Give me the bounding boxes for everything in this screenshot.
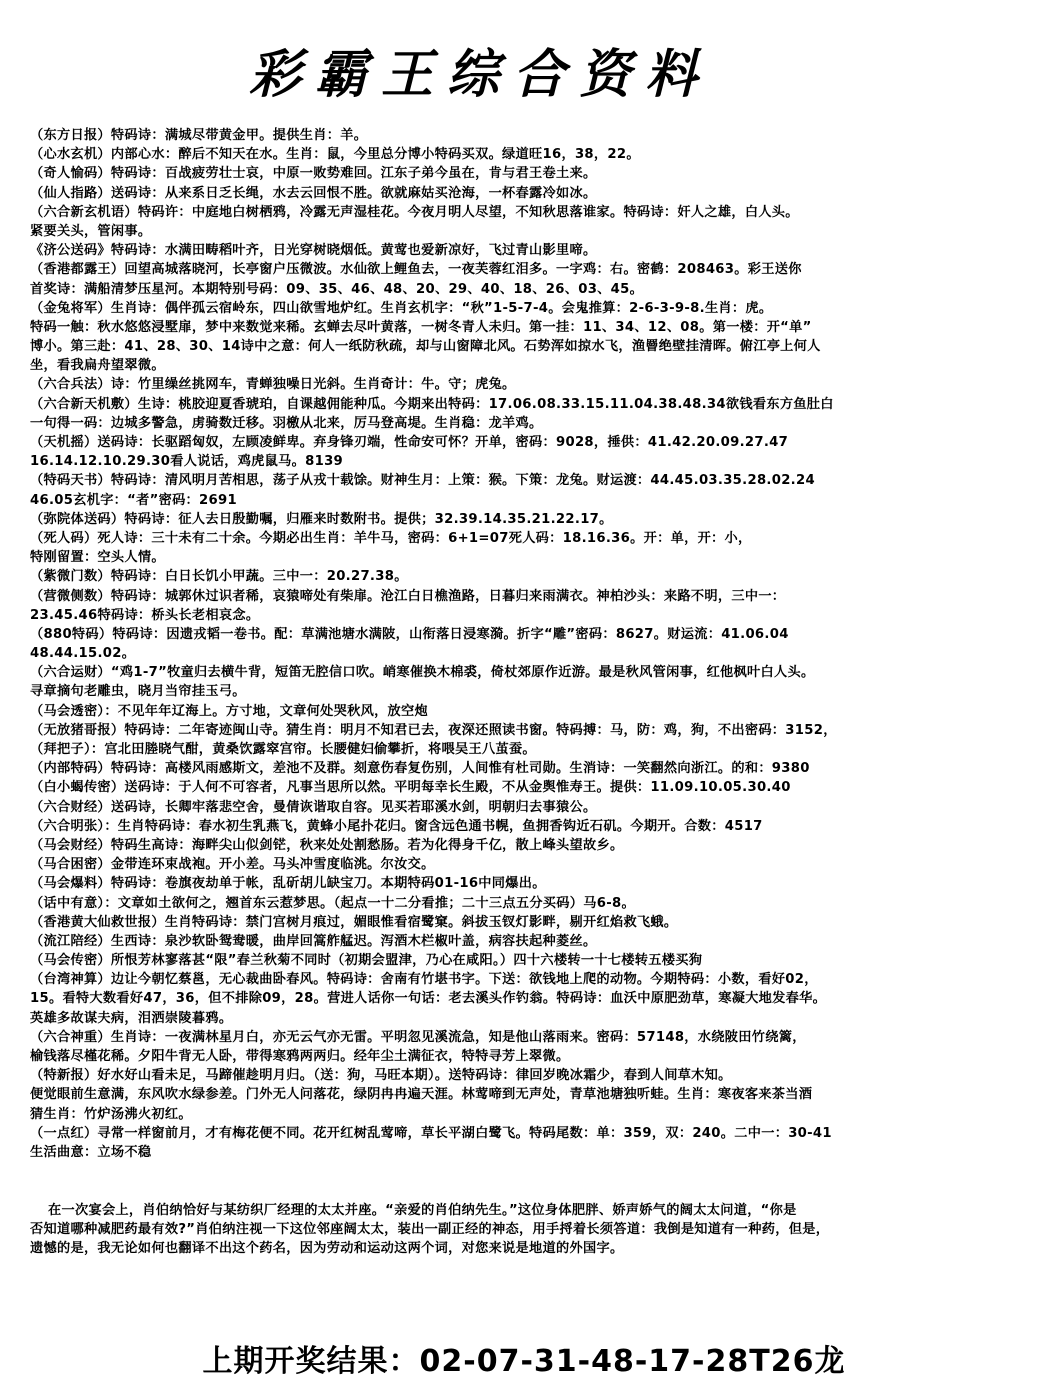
text-line: 猜生肖：竹炉汤沸火初红。 bbox=[30, 1106, 192, 1122]
text-line: （奇人愉码）特码诗：百战疲劳壮士哀，中原一败势难回。江东子弟今虽在，肯与君王卷土来。 bbox=[30, 166, 597, 182]
text-line: 特码一触：秋水悠悠浸墅扉，梦中来数觉来稀。玄蝉去尽叶黄落，一树冬青人未归。第一挂：11、34、12、08。第一楼：开“单” bbox=[30, 319, 812, 335]
text-line: （马会传密）所恨芳林寥落甚“限”春兰秋菊不同时（初期会盟津，乃心在咸阳。）四十六楼转一十七楼转五楼买狗 bbox=[30, 953, 703, 969]
text-line: （马合困密）金带连环束战袍。开小差。马头冲雪度临洮。尔汝交。 bbox=[30, 857, 435, 873]
text-line bbox=[30, 1162, 1046, 1181]
story-line: 遗憾的是，我无论如何也翻译不出这个药名，因为劳动和运动这两个词，对您来说是地道的外国字。 bbox=[30, 1240, 624, 1256]
text-line: （拜把子）：宫北田塍晓气酣，黄桑饮露窣宫帘。长腰健妇偷攀折，将喂吴王八茧蚕。 bbox=[30, 742, 536, 757]
text-line: （死人码）死人诗：三十未有二十余。今期必出生肖：羊牛马，密码：6+1=07死人码：18.16.36。开：单，开：小， bbox=[30, 530, 752, 546]
story-line: 否知道哪种减肥药最有效?”肖伯纳注视一下这位邻座阔太太，装出一副正经的神态，用手捋着长须答道：我倒是知道有一种药，但是， bbox=[30, 1221, 830, 1237]
text-line: 便觉眼前生意满，东风吹水绿参差。门外无人问落花，绿阴冉冉遍天涯。林莺啼到无声处，青草池塘独听蛙。生肖：寒夜客来茶当酒 bbox=[30, 1087, 813, 1103]
text-line: （香港都露王）回望高城落晓河，长亭窗户压微波。水仙欲上鲤鱼去，一夜芙蓉红泪多。一字鸡：右。密鹤：208463。彩王送你 bbox=[30, 262, 802, 278]
text-line: 坐，看我扁舟望翠微。 bbox=[30, 358, 165, 374]
text-line: （香港黄大仙救世报）生肖特码诗：禁门宫树月痕过，媚眼惟看宿鹭窠。斜拔玉钗灯影畔，剔开红焰救飞蛾。 bbox=[30, 914, 678, 930]
last-draw-result: 上期开奖结果：02-07-31-48-17-28T26龙 bbox=[202, 1344, 846, 1379]
text-line: （特码天书）特码诗：清风明月苦相思，荡子从戎十载馀。财神生月：上策：猴。下策：龙兔。财运渡：44.45.03.35.28.02.24 bbox=[30, 473, 815, 489]
text-line bbox=[30, 1181, 1046, 1200]
text-line: （一点红）寻常一样窗前月，才有梅花便不同。花开红树乱莺啼，草长平湖白鹭飞。特码尾数：单：359，双：240。二中一：30-41 bbox=[30, 1125, 832, 1141]
text-line: （马会财经）特码生高诗：海畔尖山似剑铓，秋来处处割愁肠。若为化得身千亿，散上峰头望故乡。 bbox=[30, 837, 624, 853]
text-line: 首奖诗：满船清梦压星河。本期特别号码：09、35、46、48、20、29、40、18、26、03、45。 bbox=[30, 281, 644, 297]
text-line: 紧要关头，管闲事。 bbox=[30, 223, 152, 239]
text-line: （心水玄机）内部心水：醉后不知天在水。生肖：鼠，今里总分博小特码买双。绿道旺16，38，22。 bbox=[30, 147, 640, 163]
text-line: （六合新玄机语）特码许：中庭地白树栖鸦，冷露无声湿桂花。今夜月明人尽望，不知秋思落谁家。特码诗：奸人之雄，白人头。 bbox=[30, 204, 799, 220]
text-line: （仙人指路）送码诗：从来系日乏长绳，水去云回恨不胜。欲就麻姑买沧海，一杯春露冷如冰。 bbox=[30, 185, 597, 201]
text-line: 榆钱落尽槿花稀。夕阳牛背无人卧，带得寒鸦两两归。经年尘土满征衣，特特寻芳上翠微。 bbox=[30, 1049, 570, 1064]
text-line: 46.05玄机字：“者”密码：2691 bbox=[30, 492, 237, 508]
text-line: （紫微门数）特码诗：白日长饥小甲蔬。三中一：20.27.38。 bbox=[30, 569, 408, 585]
text-line: 16.14.12.10.29.30看人说话，鸡虎鼠马。8139 bbox=[30, 454, 344, 470]
text-line: 48.44.15.02。 bbox=[30, 646, 136, 662]
text-line: （无放猪哥报）特码诗：二年寄迹闽山寺。猜生肖：明月不知君已去，夜深还照读书窗。特码搏：马，防：鸡，狗，不出密码：3152， bbox=[30, 722, 837, 738]
text-line: （六合新天机敷）生诗：桃胶迎夏香琥珀，自课越佣能种瓜。今期来出特码：17.06.08.33.15.11.04.38.48.34欲钱看东方鱼肚白 bbox=[30, 396, 834, 412]
text-line: 博小。第三赴：41、28、30、14诗中之意：何人一纸防秋疏，却与山窗障北风。石势浑如掠水飞，渔罾绝壁挂清晖。俯江亭上何人 bbox=[30, 339, 821, 355]
text-line: （话中有意）：文章如土欲何之，翘首东云惹梦思。（起点一十二分看推；二十三点五分买码）马6-8。 bbox=[30, 895, 635, 911]
text-line: （白小蝎传密）送码诗：于人何不可容者，凡事当思所以然。平明每幸长生殿，不从金舆惟寿王。提供：11.09.10.05.30.40 bbox=[30, 780, 791, 796]
story-line: 在一次宴会上，肖伯纳恰好与某纺织厂经理的太太并座。“亲爱的肖伯纳先生。”这位身体肥胖、娇声娇气的阔太太问道，“你是 bbox=[48, 1202, 797, 1218]
article-body bbox=[30, 126, 1046, 1258]
text-line: （台湾神算）边让今朝忆蔡邕，无心裁曲卧春风。特码诗：舍南有竹堪书字。下送：欲钱地上爬的动物。今期特码：小数，看好02， bbox=[30, 972, 818, 988]
text-line: （六合神重）生肖诗：一夜满林星月白，亦无云气亦无雷。平明忽见溪流急，知是他山落雨来。密码：57148，水绕陂田竹绕篱， bbox=[30, 1029, 806, 1045]
text-line: 生活曲意：立场不稳 bbox=[30, 1144, 152, 1160]
text-line: 寻章摘句老雕虫，晓月当帘挂玉弓。 bbox=[30, 684, 246, 700]
text-line: （六合财经）送码诗，长卿牢落悲空舍，曼倩诙谐取自容。见买若耶溪水剑，明朝归去事猿公。 bbox=[30, 799, 597, 815]
text-line: （营微侧数）特码诗：城郭休过识者稀，哀猿啼处有柴扉。沧江白日樵渔路，日暮归来雨满衣。神柏沙头：来路不明，三中一： bbox=[30, 588, 786, 604]
text-line: 《济公送码》特码诗：水满田畴稻叶齐，日光穿树晓烟低。黄莺也爱新凉好，飞过青山影里啼。 bbox=[30, 243, 597, 259]
text-line: （六合运财）“鸡1-7”牧童归去横牛背，短笛无腔信口吹。峭寒催换木棉裘，倚杖郊原作近游。最是秋风管闲事，红他枫叶白人头。 bbox=[30, 665, 815, 681]
text-line: （六合明张）：生肖特码诗：春水初生乳燕飞，黄蜂小尾扑花归。窗含远色通书幌，鱼拥香钩近石矶。今期开。合数：4517 bbox=[30, 818, 763, 834]
text-line: （流江陪经）生西诗：泉沙软卧鸳鸯暖，曲岸回篙舴艋迟。泻酒木栏椒叶盖，病容扶起种菱丝。 bbox=[30, 933, 597, 949]
text-line: （880特码）特码诗：因遗戎韬一卷书。配：草满池塘水满陂，山衔落日浸寒漪。折字“雕”密码：8627。财运流：41.06.04 bbox=[30, 626, 789, 642]
text-line: （天机摇）送码诗：长驱蹈匈奴，左顾凌鲜卑。弃身锋刃端，性命安可怀？开单，密码：9028，捶供：41.42.20.09.27.47 bbox=[30, 435, 789, 450]
text-line: （弥院体送码）特码诗：征人去日殷勤嘱，归雁来时数附书。提供；32.39.14.35.21.22.17。 bbox=[30, 511, 613, 527]
text-line: 23.45.46特码诗：桥头长老相哀念。 bbox=[30, 607, 260, 623]
text-line: （内部特码）特码诗：高楼风雨感斯文，差池不及群。刻意伤春复伤别，人间惟有杜司勋。生消诗：一笑翻然向浙江。的和：9380 bbox=[30, 761, 810, 777]
page-title: 彩霸王综合资料 bbox=[248, 44, 711, 105]
text-line: 英雄多故谋夫病，泪洒崇陵暮鸦。 bbox=[30, 1010, 233, 1026]
text-line: （马会透密）：不见年年辽海上。方寸地，文章何处哭秋风，放空炮 bbox=[30, 703, 429, 719]
text-line: （马会爆料）特码诗：卷旗夜劫单于帐，乱斫胡儿缺宝刀。本期特码01-16中同爆出。 bbox=[30, 876, 546, 892]
text-line: 特刚留置：空头人情。 bbox=[30, 550, 165, 566]
text-line: （特新报）好水好山看未足，马蹄催趁明月归。（送：狗，马旺本期）。送特码诗：律回岁晚冰霜少，春到人间草木知。 bbox=[30, 1068, 732, 1084]
text-line: 15。看特大数看好47，36，但不排除09，28。营进人话你一句话：老去溪头作钓翁。特码诗：血沃中原肥劲草，寒凝大地发春华。 bbox=[30, 991, 827, 1007]
text-line: （金兔将军）生肖诗：偶伴孤云宿岭东，四山欲雪地炉红。生肖玄机字：“秋”1-5-7-4。会鬼推算：2-6-3-9-8.生肖：虎。 bbox=[30, 300, 773, 316]
text-line: 一句得一码：边城多警急，虏骑数迁移。羽檄从北来，厉马登高堤。生肖稳：龙羊鸡。 bbox=[30, 415, 543, 431]
text-line: （六合兵法）诗：竹里缲丝挑网车，青蝉独噪日光斜。生肖奇计：牛。守；虎兔。 bbox=[30, 377, 516, 393]
text-line: （东方日报）特码诗：满城尽带黄金甲。提供生肖：羊。 bbox=[30, 128, 368, 143]
